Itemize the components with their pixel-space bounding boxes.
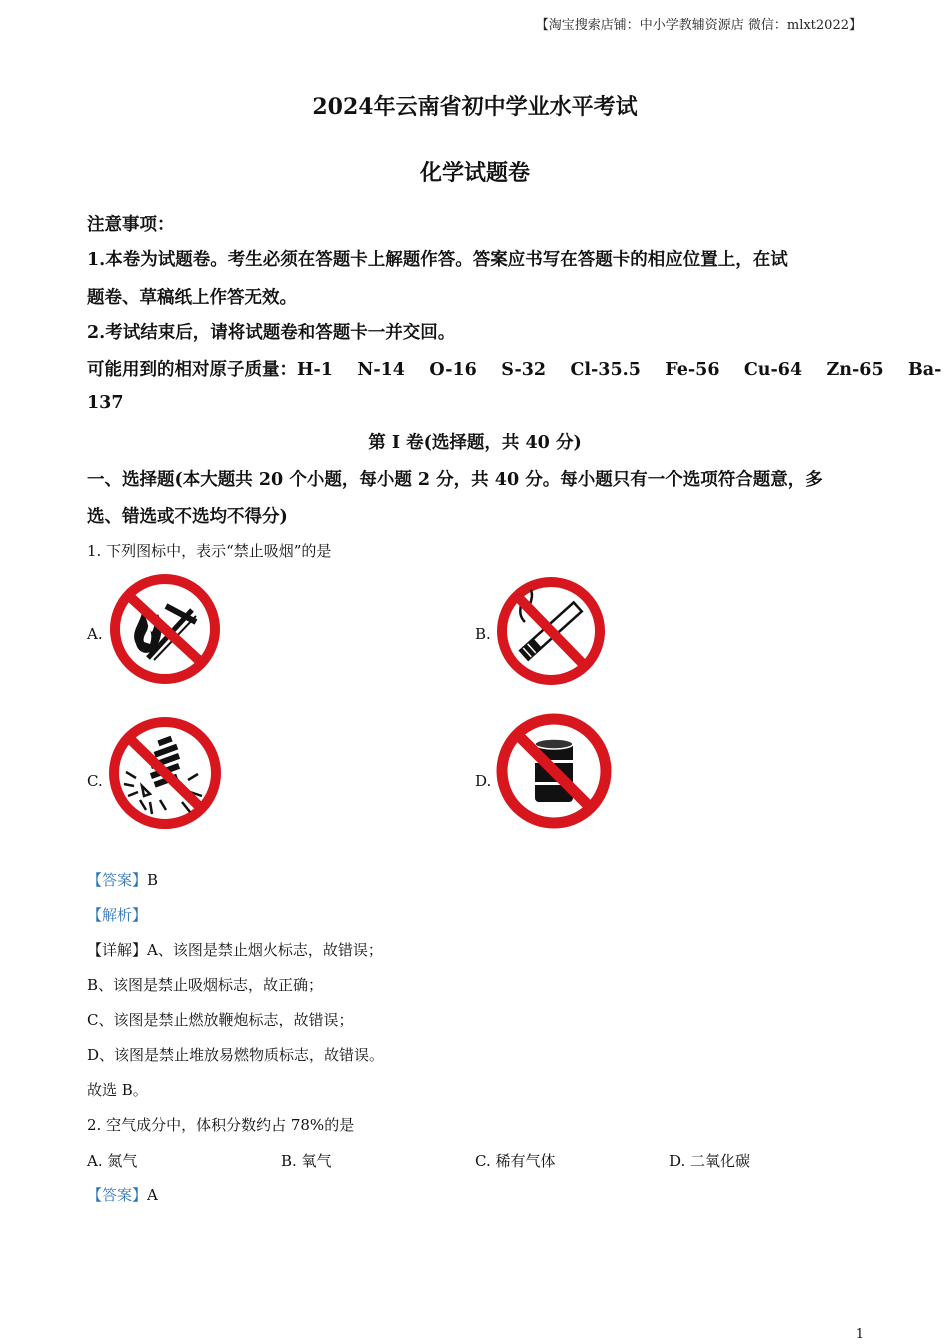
q1-answer bbox=[87, 869, 158, 890]
page-number: 1 bbox=[855, 1327, 864, 1342]
q2-option-b: B. 氧气 bbox=[281, 1152, 332, 1170]
header-watermark: 【淘宝搜索店铺：中小学教辅资源店 微信：mlxt2022】 bbox=[535, 18, 862, 33]
exam-subtitle: 化学试题卷 bbox=[419, 160, 530, 186]
notice-line-1: 1.本卷为试题卷。考生必须在答题卡上解题作答。答案应书写在答题卡的相应位置上，在试 bbox=[87, 250, 788, 270]
option-c-label: C. bbox=[87, 772, 103, 790]
no-smoking-icon bbox=[495, 576, 607, 686]
option-d-label: D. bbox=[475, 772, 492, 790]
option-b-label: B. bbox=[475, 625, 491, 643]
section-heading: 第 I 卷(选择题，共 40 分) bbox=[368, 433, 582, 453]
q2-option-d: D. 二氧化碳 bbox=[669, 1152, 751, 1170]
notice-line-1-cont: 题卷、草稿纸上作答无效。 bbox=[87, 288, 297, 308]
question-1-stem: 1. 下列图标中，表示“禁止吸烟”的是 bbox=[87, 542, 332, 560]
q1-detail-c: C、该图是禁止燃放鞭炮标志，故错误； bbox=[87, 1011, 354, 1029]
q2-option-a: A. 氮气 bbox=[87, 1152, 138, 1170]
q1-detail-tag: 【详解】 bbox=[87, 941, 148, 959]
q1-detail-a-text: A、该图是禁止烟火标志，故错误； bbox=[147, 941, 383, 959]
q2-answer-tag: 【答案】 bbox=[87, 1186, 148, 1204]
section-instructions: 一、选择题(本大题共 20 个小题，每小题 2 分，共 40 分。每小题只有一个选项符合题意，多 bbox=[87, 470, 823, 490]
atomic-masses-cont: 137 bbox=[87, 393, 124, 413]
notice-line-2: 2.考试结束后，请将试题卷和答题卡一并交回。 bbox=[87, 323, 456, 343]
no-firecrackers-icon bbox=[106, 716, 224, 831]
exam-title: 2024年云南省初中学业水平考试 bbox=[312, 94, 638, 120]
q1-detail-a bbox=[87, 939, 383, 960]
atomic-masses: 可能用到的相对原子质量：H-1 N-14 O-16 S-32 Cl-35.5 Fe-56 Cu-64 Zn-65 Ba- bbox=[87, 360, 942, 380]
option-a-label: A. bbox=[87, 625, 103, 643]
no-flammables-icon bbox=[495, 712, 613, 830]
q1-analysis-tag: 【解析】 bbox=[87, 906, 148, 924]
notice-heading: 注意事项： bbox=[87, 215, 175, 235]
q2-option-c: C. 稀有气体 bbox=[475, 1152, 556, 1170]
q1-detail-b: B、该图是禁止吸烟标志，故正确； bbox=[87, 976, 324, 994]
q1-detail-d: D、该图是禁止堆放易燃物质标志，故错误。 bbox=[87, 1046, 385, 1064]
question-2-stem: 2. 空气成分中，体积分数约占 78%的是 bbox=[87, 1116, 355, 1134]
q1-answer-tag: 【答案】 bbox=[87, 871, 148, 889]
section-instructions-cont: 选、错选或不选均不得分) bbox=[87, 507, 288, 527]
q1-conclusion: 故选 B。 bbox=[87, 1081, 148, 1099]
no-fire-icon bbox=[106, 572, 224, 686]
q2-answer-value: A bbox=[147, 1186, 158, 1204]
q2-answer bbox=[87, 1184, 158, 1205]
q1-answer-value: B bbox=[147, 871, 159, 889]
